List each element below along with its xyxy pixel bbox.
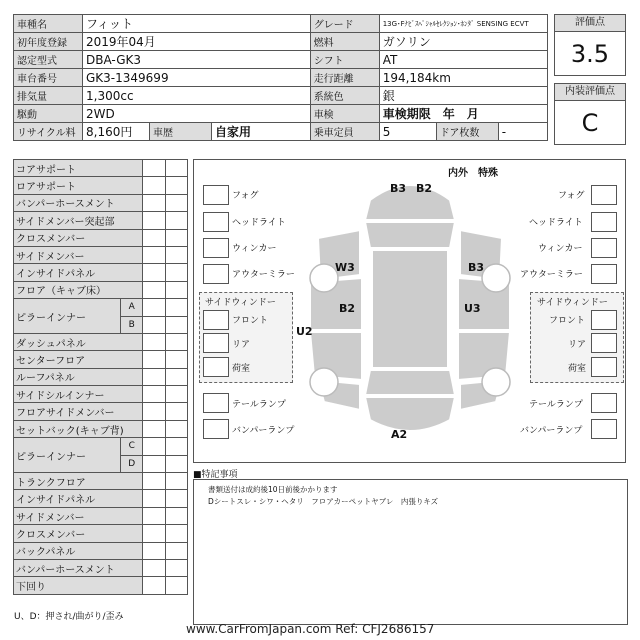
mark-a2: A2 (391, 428, 408, 441)
damage-cell (143, 212, 165, 229)
part-row (14, 525, 188, 542)
spec-row (14, 15, 548, 33)
check-label: バンパーランプ (520, 426, 583, 436)
mark-b2: B2 (339, 302, 356, 315)
score-value: 3.5 (570, 40, 610, 68)
spec-label: ドア枚数 (436, 123, 498, 141)
spec-value: GK3-1349699 (83, 69, 311, 87)
wheel-front-left (310, 264, 338, 292)
part-row (14, 542, 188, 559)
part-row (14, 212, 188, 229)
bumper-lamp-right-checkbox (591, 419, 617, 439)
spec-value: 194,184km (379, 69, 547, 87)
score-label: 評価点 (555, 15, 625, 32)
side-window-title: サイドウィンドー (205, 298, 276, 308)
notes-box (193, 479, 628, 625)
spec-row (14, 105, 548, 123)
part-row (14, 194, 188, 211)
part-label: 下回り (14, 577, 143, 594)
spec-value: AT (379, 51, 547, 69)
rear-window-left-checkbox (203, 333, 229, 353)
check-label: アウターミラー (520, 270, 583, 280)
note-line: 書類送付は成約後10日前後かかります (208, 485, 338, 494)
damage-cell (143, 507, 165, 524)
tail-lamp-left-checkbox (203, 393, 229, 413)
damage-cell (165, 229, 187, 246)
part-label: コアサポート (14, 160, 143, 177)
damage-cell (165, 438, 187, 455)
spec-label: 走行距離 (310, 69, 379, 87)
headlight-left-checkbox (203, 212, 229, 232)
parts-legend: U、D：押され/曲がり/歪み (14, 612, 124, 622)
part-label: ダッシュパネル (14, 333, 143, 350)
part-label: サイドメンバー (14, 246, 143, 263)
hood-panel (365, 185, 455, 220)
part-label: セットバック(キャブ背) (14, 420, 143, 437)
part-row (14, 264, 188, 281)
spec-label: 系統色 (310, 87, 379, 105)
check-label: フロント (549, 316, 586, 326)
part-row (14, 473, 188, 490)
damage-cell (143, 316, 165, 333)
damage-cell (143, 194, 165, 211)
damage-cell (165, 490, 187, 507)
part-label: インサイドパネル (14, 264, 143, 281)
part-label: サイドメンバー突起部 (14, 212, 143, 229)
spec-row (14, 69, 548, 87)
fog-right-checkbox (591, 185, 617, 205)
damage-cell (165, 420, 187, 437)
damage-cell (143, 264, 165, 281)
spec-value: ガソリン (379, 33, 547, 51)
damage-cell (143, 386, 165, 403)
damage-cell (143, 403, 165, 420)
part-label: ルーフパネル (14, 368, 143, 385)
part-row (14, 281, 188, 298)
cargo-window-left-checkbox (203, 357, 229, 377)
spec-value: 2WD (83, 105, 311, 123)
damage-cell (143, 525, 165, 542)
mark-w3: W3 (335, 261, 355, 274)
front-window-right-checkbox (591, 310, 617, 330)
mark-b2: B2 (416, 182, 433, 195)
part-row (14, 246, 188, 263)
spec-value: - (498, 123, 547, 141)
part-sub: A (121, 299, 143, 316)
interior-score-label: 内装評価点 (555, 84, 625, 101)
damage-cell (165, 403, 187, 420)
part-row (14, 507, 188, 524)
spec-value: 8,160円 (83, 123, 150, 141)
car-outline-icon (290, 170, 530, 455)
rear-panel (365, 397, 455, 431)
spec-value: 銀 (379, 87, 547, 105)
damage-cell (165, 559, 187, 576)
check-label: リア (232, 340, 251, 350)
rear-glass-panel (365, 370, 455, 395)
wheel-front-right (482, 264, 510, 292)
part-sub: B (121, 316, 143, 333)
mark-b3: B3 (468, 261, 485, 274)
bumper-lamp-left-checkbox (203, 419, 229, 439)
spec-label: 駆動 (14, 105, 83, 123)
damage-cell (165, 160, 187, 177)
grade-value: 13G･Fﾅﾋﾞｽﾍﾟｼｬﾙｾﾚｸｼｮﾝ･ﾎﾝﾀﾞ SENSING ECVT (379, 15, 547, 33)
notes-title: ■特記事項 (193, 470, 238, 480)
watermark-text: www.CarFromJapan.com Ref: CFJ2686157 (186, 622, 435, 636)
damage-cell (143, 455, 165, 472)
parts-table (13, 159, 188, 595)
side-window-title: サイドウィンドー (537, 298, 608, 308)
damage-cell (143, 559, 165, 576)
damage-cell (143, 333, 165, 350)
check-label: フロント (232, 316, 269, 326)
part-row (14, 299, 188, 316)
headlight-right-checkbox (591, 212, 617, 232)
check-label: 荷室 (232, 364, 251, 374)
wheel-rear-right (482, 368, 510, 396)
spec-row (14, 33, 548, 51)
damage-cell (165, 316, 187, 333)
part-label: インサイドパネル (14, 490, 143, 507)
damage-cell (143, 246, 165, 263)
damage-cell (143, 420, 165, 437)
damage-cell (165, 194, 187, 211)
part-row (14, 577, 188, 594)
damage-cell (165, 246, 187, 263)
part-label: バンパーホースメント (14, 559, 143, 576)
damage-cell (165, 299, 187, 316)
part-row (14, 160, 188, 177)
damage-cell (143, 160, 165, 177)
mirror-left-checkbox (203, 264, 229, 284)
front-window-left-checkbox (203, 310, 229, 330)
check-label: バンパーランプ (232, 426, 295, 436)
part-row (14, 386, 188, 403)
spec-row (14, 123, 548, 141)
damage-cell (143, 577, 165, 594)
check-label: リア (568, 340, 587, 350)
damage-cell (165, 525, 187, 542)
damage-cell (165, 177, 187, 194)
spec-label: 認定型式 (14, 51, 83, 69)
damage-cell (165, 351, 187, 368)
part-row (14, 351, 188, 368)
damage-cell (143, 473, 165, 490)
note-line: Dシートスレ・シワ・ヘタリ フロアカーペットヤブレ 内張りキズ (208, 497, 439, 506)
mark-u2: U2 (296, 325, 313, 338)
spec-label: 排気量 (14, 87, 83, 105)
part-row (14, 229, 188, 246)
check-label: 荷室 (568, 364, 587, 374)
check-label: テールランプ (529, 400, 583, 410)
damage-cell (143, 490, 165, 507)
spec-label: シフト (310, 51, 379, 69)
check-label: テールランプ (232, 400, 286, 410)
damage-cell (143, 542, 165, 559)
part-row (14, 559, 188, 576)
damage-cell (165, 264, 187, 281)
part-row (14, 368, 188, 385)
damage-cell (165, 455, 187, 472)
tail-lamp-right-checkbox (591, 393, 617, 413)
spec-label: 乗車定員 (310, 123, 379, 141)
spec-row (14, 87, 548, 105)
part-label: クロスメンバー (14, 525, 143, 542)
part-label: ピラーインナー (14, 299, 121, 334)
damage-cell (165, 577, 187, 594)
part-row (14, 490, 188, 507)
check-label: アウターミラー (232, 270, 295, 280)
spec-row (14, 51, 548, 69)
part-label: バックパネル (14, 542, 143, 559)
damage-cell (165, 333, 187, 350)
damage-cell (143, 177, 165, 194)
part-label: クロスメンバー (14, 229, 143, 246)
spec-value: 2019年04月 (83, 33, 311, 51)
spec-label: 初年度登録 (14, 33, 83, 51)
spec-label: 車検 (310, 105, 379, 123)
damage-cell (143, 351, 165, 368)
damage-cell (165, 542, 187, 559)
part-label: トランクフロア (14, 473, 143, 490)
damage-cell (143, 438, 165, 455)
part-label: フロア（キャブ床） (14, 281, 143, 298)
mark-u3: U3 (464, 302, 481, 315)
part-label: ピラーインナー (14, 438, 121, 473)
check-label: ウィンカー (232, 244, 277, 254)
damage-cell (143, 281, 165, 298)
roof-panel (372, 250, 448, 368)
part-row (14, 420, 188, 437)
spec-label: 燃料 (310, 33, 379, 51)
rear-window-right-checkbox (591, 333, 617, 353)
winker-left-checkbox (203, 238, 229, 258)
cargo-window-right-checkbox (591, 357, 617, 377)
spec-label: 車種名 (14, 15, 83, 33)
spec-value: DBA-GK3 (83, 51, 311, 69)
part-row (14, 403, 188, 420)
mark-b3: B3 (390, 182, 407, 195)
damage-cell (143, 229, 165, 246)
score-box (554, 14, 626, 76)
damage-cell (165, 507, 187, 524)
check-label: ウィンカー (538, 244, 583, 254)
part-label: フロアサイドメンバー (14, 403, 143, 420)
mirror-right-checkbox (591, 264, 617, 284)
damage-cell (165, 473, 187, 490)
part-row (14, 177, 188, 194)
spec-table (13, 14, 548, 141)
damage-cell (165, 281, 187, 298)
spec-label: 車台番号 (14, 69, 83, 87)
damage-cell (143, 299, 165, 316)
part-sub: D (121, 455, 143, 472)
wheel-rear-left (310, 368, 338, 396)
part-label: ロアサポート (14, 177, 143, 194)
check-label: ヘッドライト (529, 218, 583, 228)
spec-value: 5 (379, 123, 436, 141)
spec-label: グレード (310, 15, 379, 33)
windshield-panel (365, 222, 455, 248)
diagram-title: 内外 特殊 (448, 168, 498, 179)
check-label: フォグ (232, 191, 259, 201)
part-row (14, 438, 188, 455)
part-row (14, 333, 188, 350)
part-label: サイドシルインナー (14, 386, 143, 403)
spec-value: フィット (83, 15, 311, 33)
spec-value: 車検期限 年 月 (379, 105, 547, 123)
damage-cell (143, 368, 165, 385)
interior-score-box (554, 83, 626, 145)
damage-cell (165, 212, 187, 229)
interior-score-value: C (581, 109, 599, 137)
spec-label: リサイクル料 (14, 123, 83, 141)
damage-cell (165, 386, 187, 403)
damage-cell (165, 368, 187, 385)
part-label: バンパーホースメント (14, 194, 143, 211)
part-sub: C (121, 438, 143, 455)
winker-right-checkbox (591, 238, 617, 258)
spec-value: 自家用 (212, 123, 311, 141)
part-label: サイドメンバー (14, 507, 143, 524)
check-label: ヘッドライト (232, 218, 286, 228)
check-label: フォグ (558, 191, 585, 201)
fog-left-checkbox (203, 185, 229, 205)
spec-value: 1,300cc (83, 87, 311, 105)
spec-label: 車歴 (150, 123, 212, 141)
part-label: センターフロア (14, 351, 143, 368)
